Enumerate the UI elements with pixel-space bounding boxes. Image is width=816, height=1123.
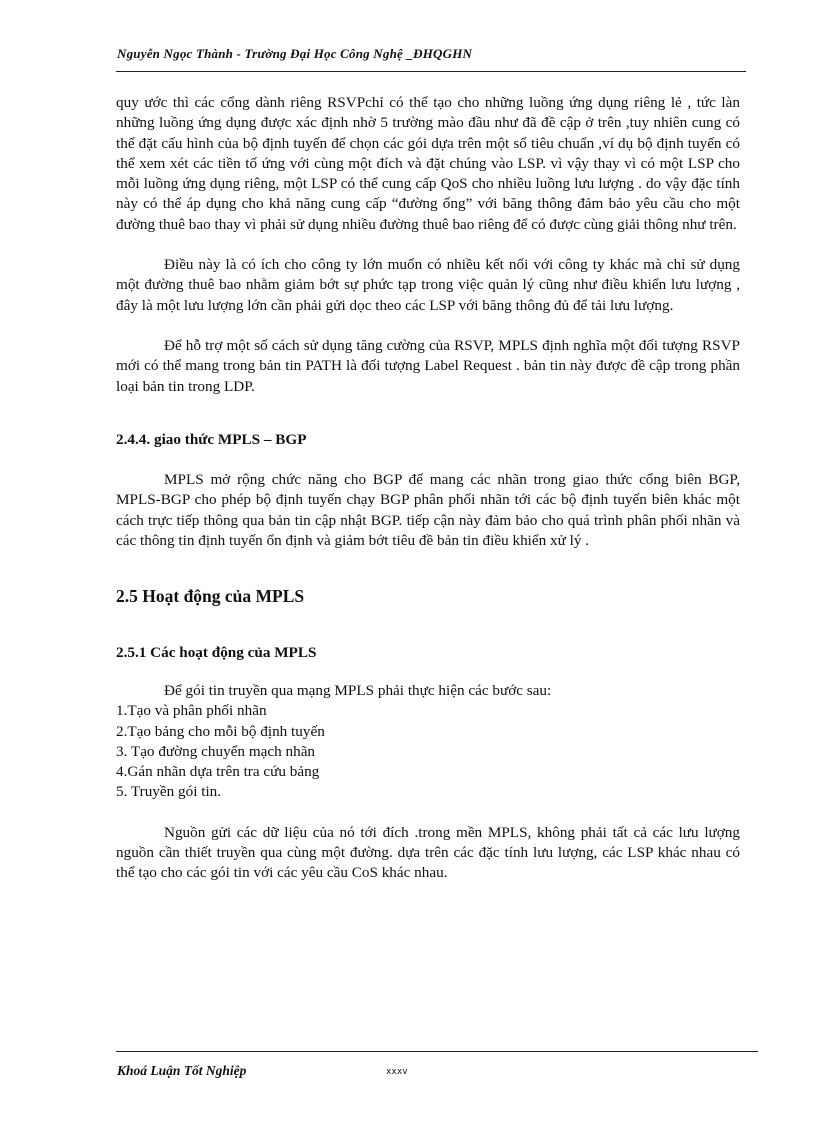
spacer xyxy=(116,663,740,681)
paragraph-traffic-cos: Nguồn gửi các dữ liệu của nó tới đích .trong mền MPLS, không phải tất cả các lưu lượng nguồn cần thiết truyền qua cùng một đường. dựa trên các đặc tính lưu lượng, các LSP khác nhau có thể tạo cho các gói tin với các yêu cầu CoS khác nhau. xyxy=(116,823,740,882)
spacer xyxy=(116,316,740,336)
spacer xyxy=(116,397,740,430)
list-item: 1.Tạo và phân phối nhãn xyxy=(116,702,267,720)
page-number: xxxv xyxy=(386,1067,408,1077)
list-item: 2.Tạo bảng cho mỗi bộ định tuyến xyxy=(116,722,325,740)
spacer xyxy=(116,607,740,643)
paragraph-steps-intro: Để gói tin truyền qua mạng MPLS phải thực hiện các bước sau: xyxy=(164,681,552,699)
paragraph-rsvp-support: Để hỗ trợ một số cách sử dụng tăng cường của RSVP, MPLS định nghĩa một đối tượng RSVP mới có thể mang trong bản tin PATH là đối tượng Label Request . bản tin này được đề cập trong phần loại bản tin trong LDP. xyxy=(116,336,740,395)
page-header: Nguyễn Ngọc Thành - Trường Đại Học Công Nghệ _ĐHQGHN xyxy=(117,46,473,61)
heading-2-5: 2.5 Hoạt động của MPLS xyxy=(116,586,305,607)
list-item: 5. Truyền gói tin. xyxy=(116,783,222,801)
spacer xyxy=(116,803,740,823)
spacer xyxy=(116,450,740,470)
spacer xyxy=(116,235,740,255)
list-item: 4.Gán nhãn dựa trên tra cứu bảng xyxy=(116,763,320,781)
footer-divider xyxy=(116,1051,758,1052)
heading-2-4-4: 2.4.4. giao thức MPLS – BGP xyxy=(116,430,307,448)
paragraph-company-usage: Điều này là có ích cho công ty lớn muốn có nhiều kết nối với công ty khác mà chỉ sử dụng một đường thuê bao nhằm giảm bớt sự phức tạp trong việc quản lý cũng như điều khiển lưu lượng , đây là một lưu lượng lớn cần phải gửi dọc theo các LSP với băng thông đủ để tải lưu lượng. xyxy=(116,256,740,314)
paragraph-mpls-bgp: MPLS mở rộng chức năng cho BGP để mang các nhãn trong giao thức cổng biên BGP, MPLS-BGP cho phép bộ định tuyến chạy BGP phân phối nhãn tới các bộ định tuyến biên khác một cách trực tiếp thông qua bản tin cập nhật BGP. tiếp cận này đảm bảo cho quá trình phân phối nhãn và các thông tin định tuyến ổn định và giảm bớt tiêu đề bản tin điều khiển xử lý . xyxy=(116,471,740,550)
spacer xyxy=(116,551,740,586)
header-divider xyxy=(116,71,746,72)
document-body xyxy=(116,93,740,884)
paragraph-rsvp-ports: quy ước thì các cổng dành riêng RSVPchỉ có thể tạo cho những luồng ứng dụng riêng lẻ , tức làn những luồng ứng dụng được xác định nhờ 5 trường mào đầu như đã đề cập ở trên ,tuy nhiên cung có thể đặt cấu hình của bộ định tuyến để chọn các gói dựa trên một số tiêu chuẩn ,ví dụ bộ định tuyến có thể xem xét các tiền tố ứng với cùng một đích và đặt chúng vào LSP. vì vậy thay vì có một LSP cho mỗi luồng ứng dụng riêng, một LSP có thể cung cấp QoS cho nhiều luồng lưu lượng . do vậy đặc tính này có thể áp dụng cho khả năng cung cấp “đường ống” với băng thông đảm bảo yêu cầu cho một đường thuê bao thay vì phải sử dụng nhiều đường thuê bao riêng để có được cùng giải thông như trên. xyxy=(116,94,740,233)
page-footer: Khoá Luận Tốt Nghiệp xyxy=(117,1063,247,1078)
heading-2-5-1: 2.5.1 Các hoạt động của MPLS xyxy=(116,643,317,661)
list-item: 3. Tạo đường chuyển mạch nhãn xyxy=(116,742,316,760)
